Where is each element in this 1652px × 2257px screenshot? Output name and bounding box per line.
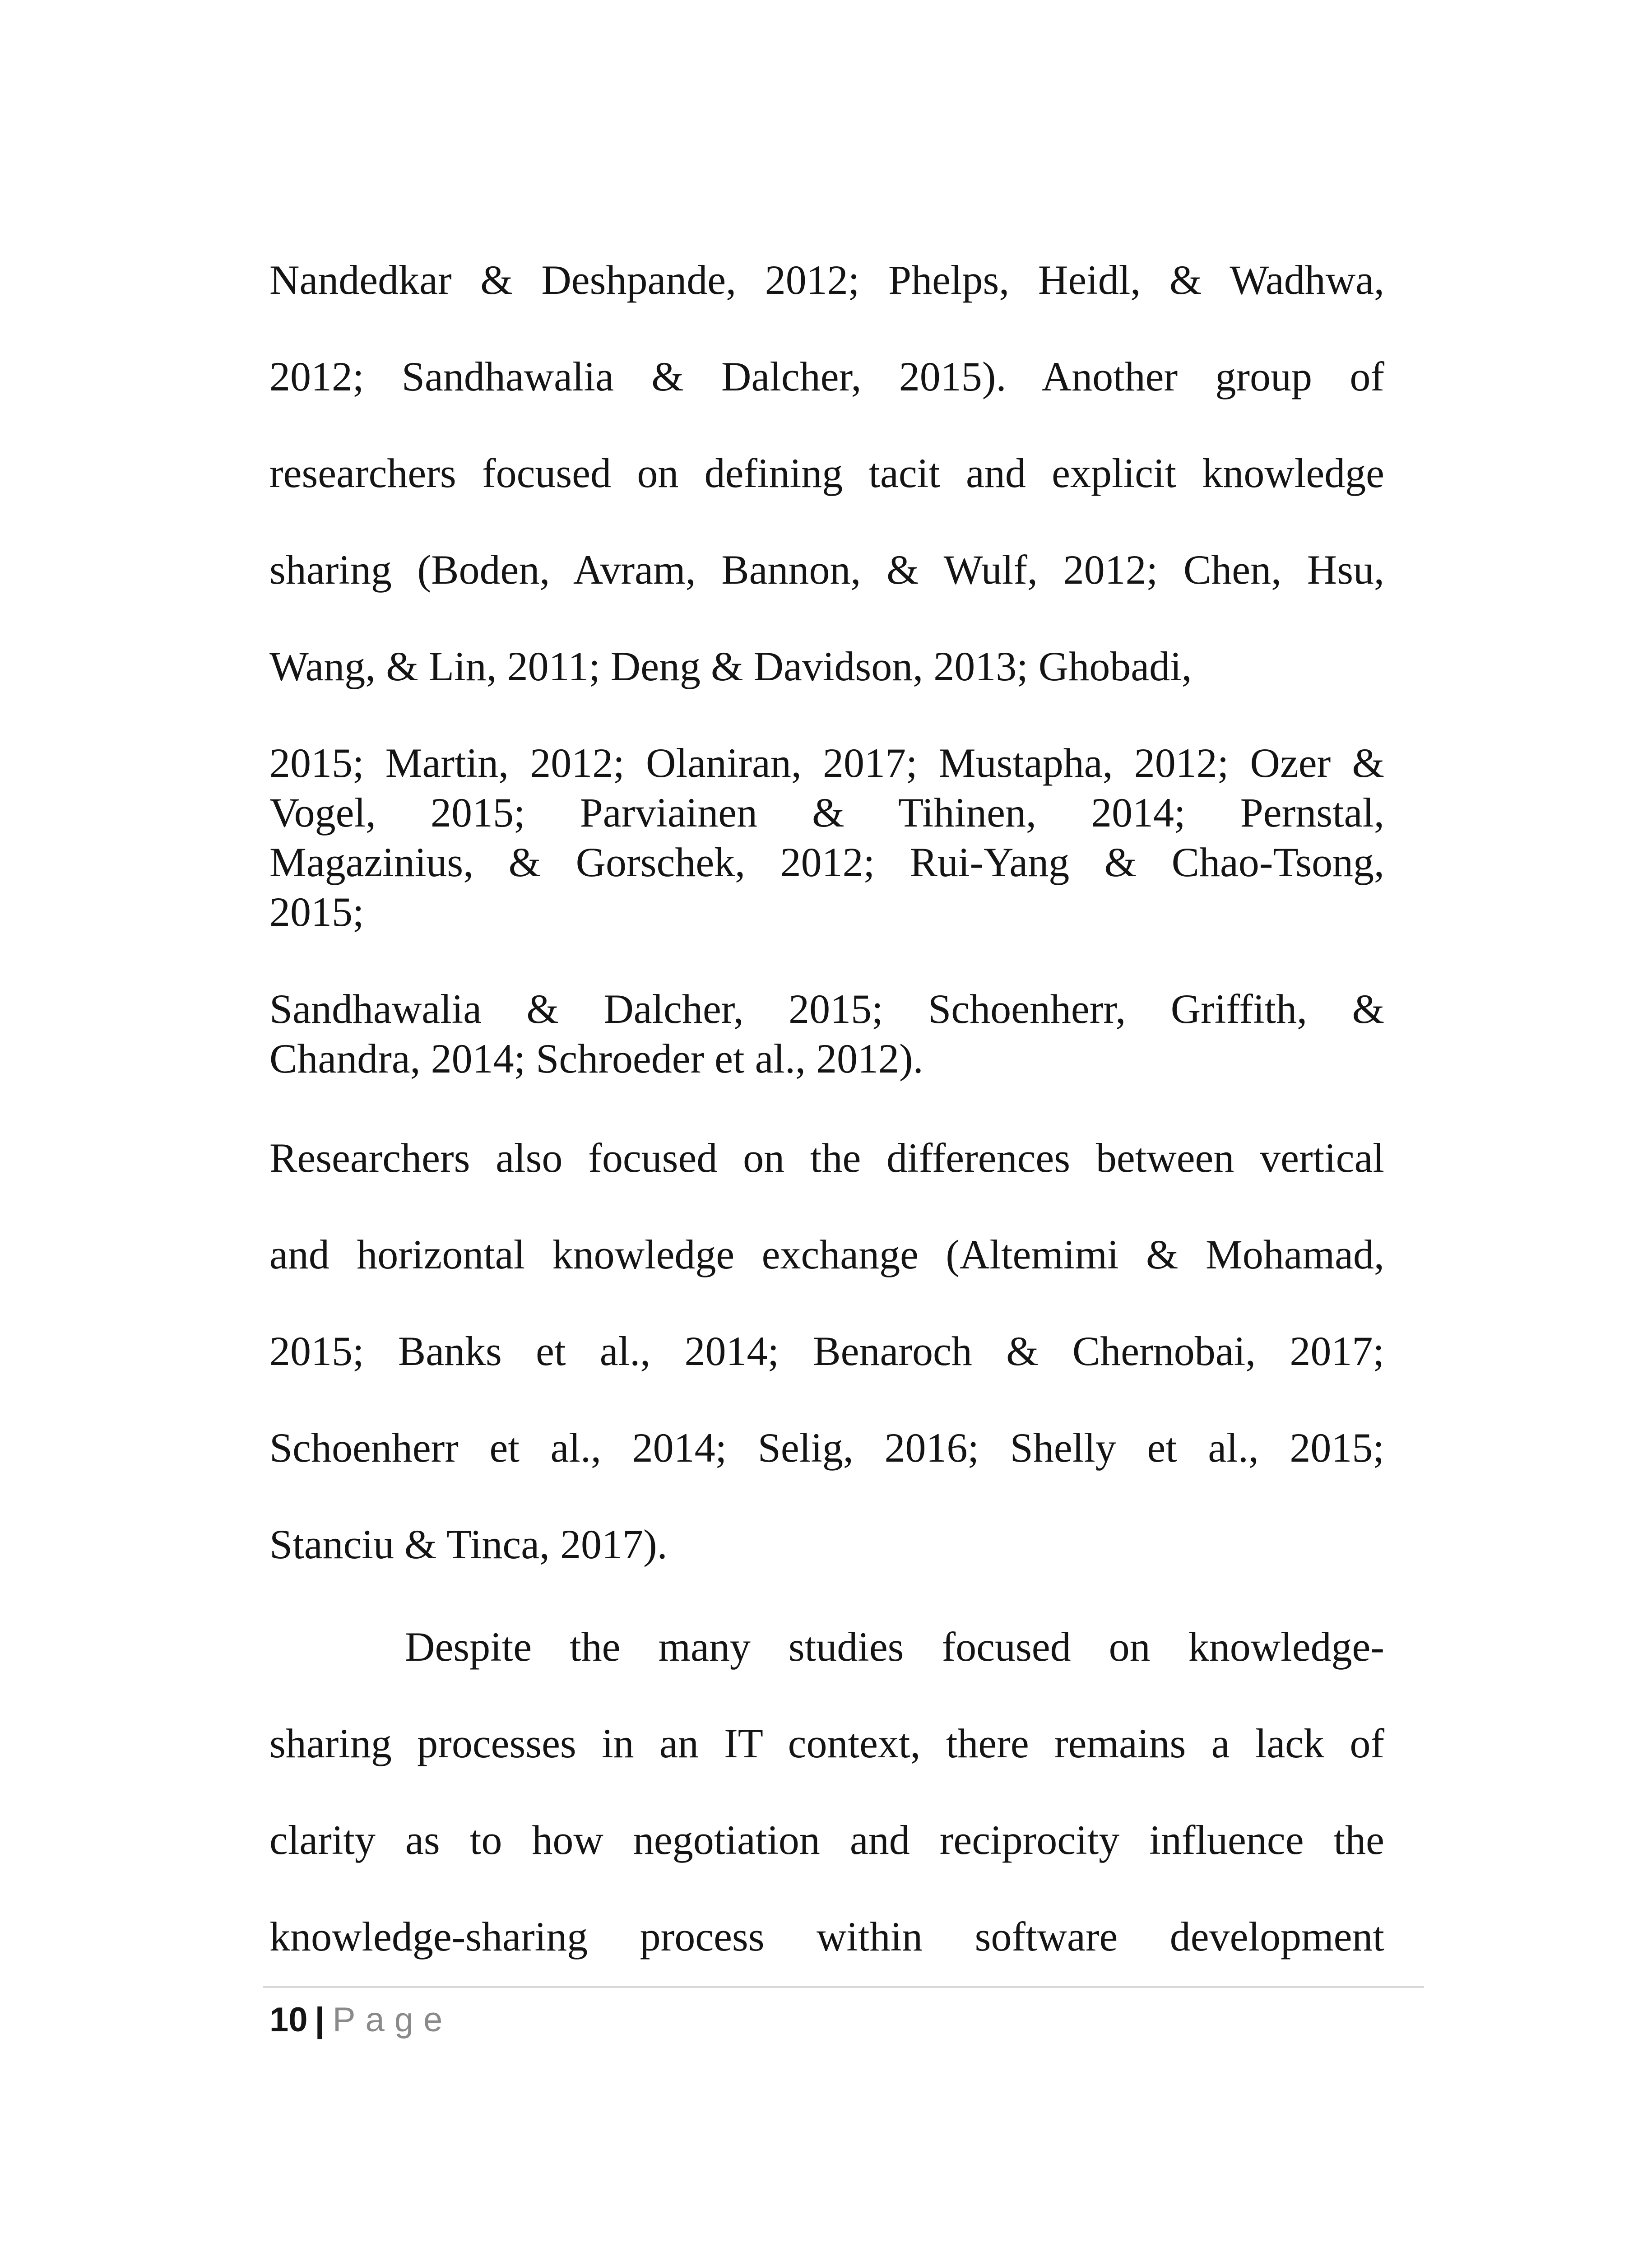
text-line: researchers focused on defining tacit and explicit knowledge (269, 450, 1384, 496)
text-line: Wang, & Lin, 2011; Deng & Davidson, 2013; Ghobadi, (269, 643, 1192, 689)
text-line: and horizontal knowledge exchange (Altemimi & Mohamad, (269, 1231, 1384, 1277)
text-line: Magazinius, & Gorschek, 2012; Rui-Yang & Chao-Tsong, (269, 839, 1384, 885)
footer-divider (263, 1986, 1424, 1988)
page-label: Page (332, 2001, 453, 2039)
text-line: sharing (Boden, Avram, Bannon, & Wulf, 2012; Chen, Hsu, (269, 547, 1384, 593)
text-line: knowledge-sharing process within software development (269, 1913, 1384, 1960)
text-line: sharing processes in an IT context, there remains a lack of (269, 1720, 1384, 1766)
text-line: 2012; Sandhawalia & Dalcher, 2015). Another group of (269, 353, 1384, 399)
text-line: Chandra, 2014; Schroeder et al., 2012). (269, 1036, 923, 1082)
text-line: Despite the many studies focused on knowledge- (405, 1624, 1384, 1670)
text-line: 2015; Banks et al., 2014; Benaroch & Chernobai, 2017; (269, 1328, 1384, 1374)
page-number: 10 (269, 2001, 308, 2039)
page-footer (269, 1997, 452, 2043)
text-line: Stanciu & Tinca, 2017). (269, 1521, 668, 1567)
text-line: Researchers also focused on the differences between vertical (269, 1135, 1384, 1181)
text-line: 2015; Martin, 2012; Olaniran, 2017; Mustapha, 2012; Ozer & (269, 740, 1384, 786)
text-line: Nandedkar & Deshpande, 2012; Phelps, Heidl, & Wadhwa, (269, 257, 1384, 303)
text-line: Sandhawalia & Dalcher, 2015; Schoenherr, Griffith, & (269, 986, 1384, 1032)
text-line: Vogel, 2015; Parviainen & Tihinen, 2014; Pernstal, (269, 789, 1384, 836)
page-separator: | (315, 2001, 325, 2039)
text-line: Schoenherr et al., 2014; Selig, 2016; Shelly et al., 2015; (269, 1425, 1384, 1471)
text-line: clarity as to how negotiation and reciprocity influence the (269, 1817, 1384, 1863)
text-line: 2015; (269, 889, 364, 935)
